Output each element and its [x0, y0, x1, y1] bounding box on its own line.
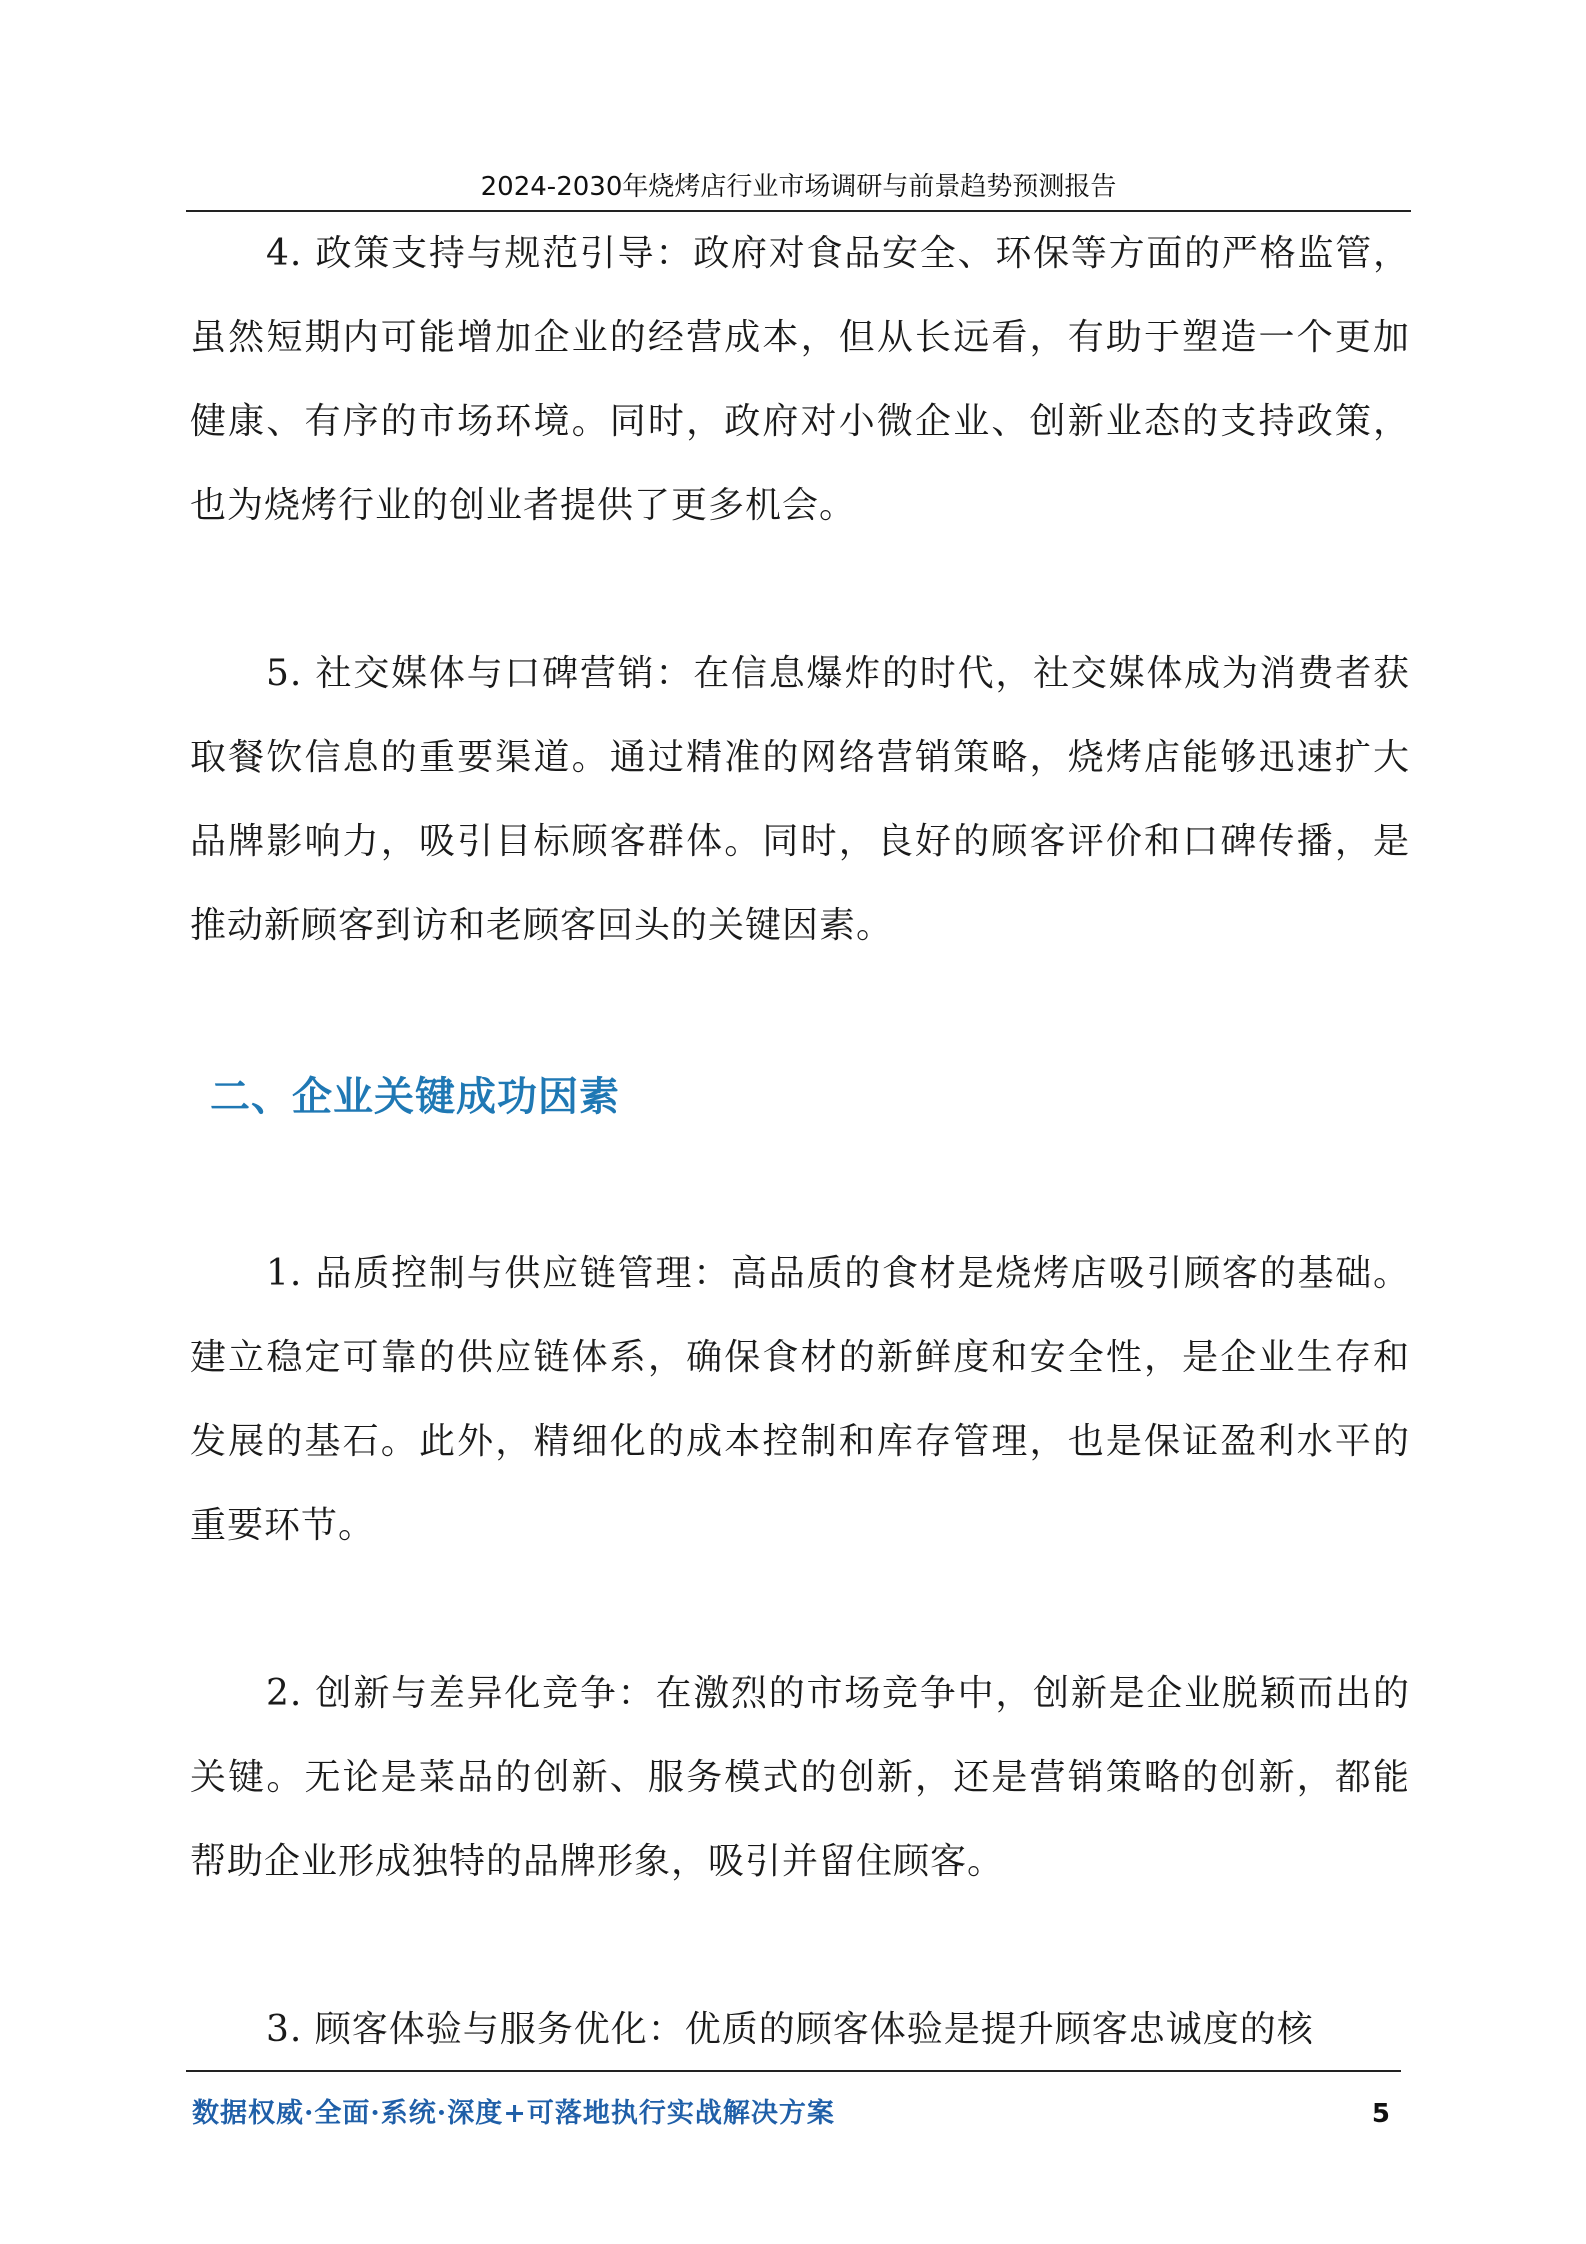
- paragraph-policy-support: 4. 政策支持与规范引导：政府对食品安全、环保等方面的严格监管，虽然短期内可能增加企业的经营成本，但从长远看，有助于塑造一个更加健康、有序的市场环境。同时，政府对小微企业、创新业态的支持政策，也为烧烤行业的创业者提供了更多机会。: [190, 233, 1410, 526]
- page-number: 5: [1371, 2099, 1390, 2129]
- footer-divider: [186, 2070, 1401, 2072]
- paragraph-innovation: 2. 创新与差异化竞争：在激烈的市场竞争中，创新是企业脱颖而出的关键。无论是菜品的创新、服务模式的创新，还是营销策略的创新，都能帮助企业形成独特的品牌形象，吸引并留住顾客。: [190, 1673, 1410, 1882]
- footer-slogan: 数据权威·全面·系统·深度+可落地执行实战解决方案: [192, 2098, 835, 2129]
- paragraph-social-media: 5. 社交媒体与口碑营销：在信息爆炸的时代，社交媒体成为消费者获取餐饮信息的重要渠道。通过精准的网络营销策略，烧烤店能够迅速扩大品牌影响力，吸引目标顾客群体。同时，良好的顾客评价和口碑传播，是推动新顾客到访和老顾客回头的关键因素。: [190, 653, 1410, 946]
- page-header-title: 2024-2030年烧烤店行业市场调研与前景趋势预测报告: [480, 172, 1117, 202]
- section-heading: 二、企业关键成功因素: [210, 1074, 620, 1120]
- paragraph-quality-control: 1. 品质控制与供应链管理：高品质的食材是烧烤店吸引顾客的基础。建立稳定可靠的供应链体系，确保食材的新鲜度和安全性，是企业生存和发展的基石。此外，精细化的成本控制和库存管理，也是保证盈利水平的重要环节。: [190, 1253, 1410, 1546]
- paragraph-customer-experience: 3. 顾客体验与服务优化：优质的顾客体验是提升顾客忠诚度的核: [266, 2009, 1314, 2050]
